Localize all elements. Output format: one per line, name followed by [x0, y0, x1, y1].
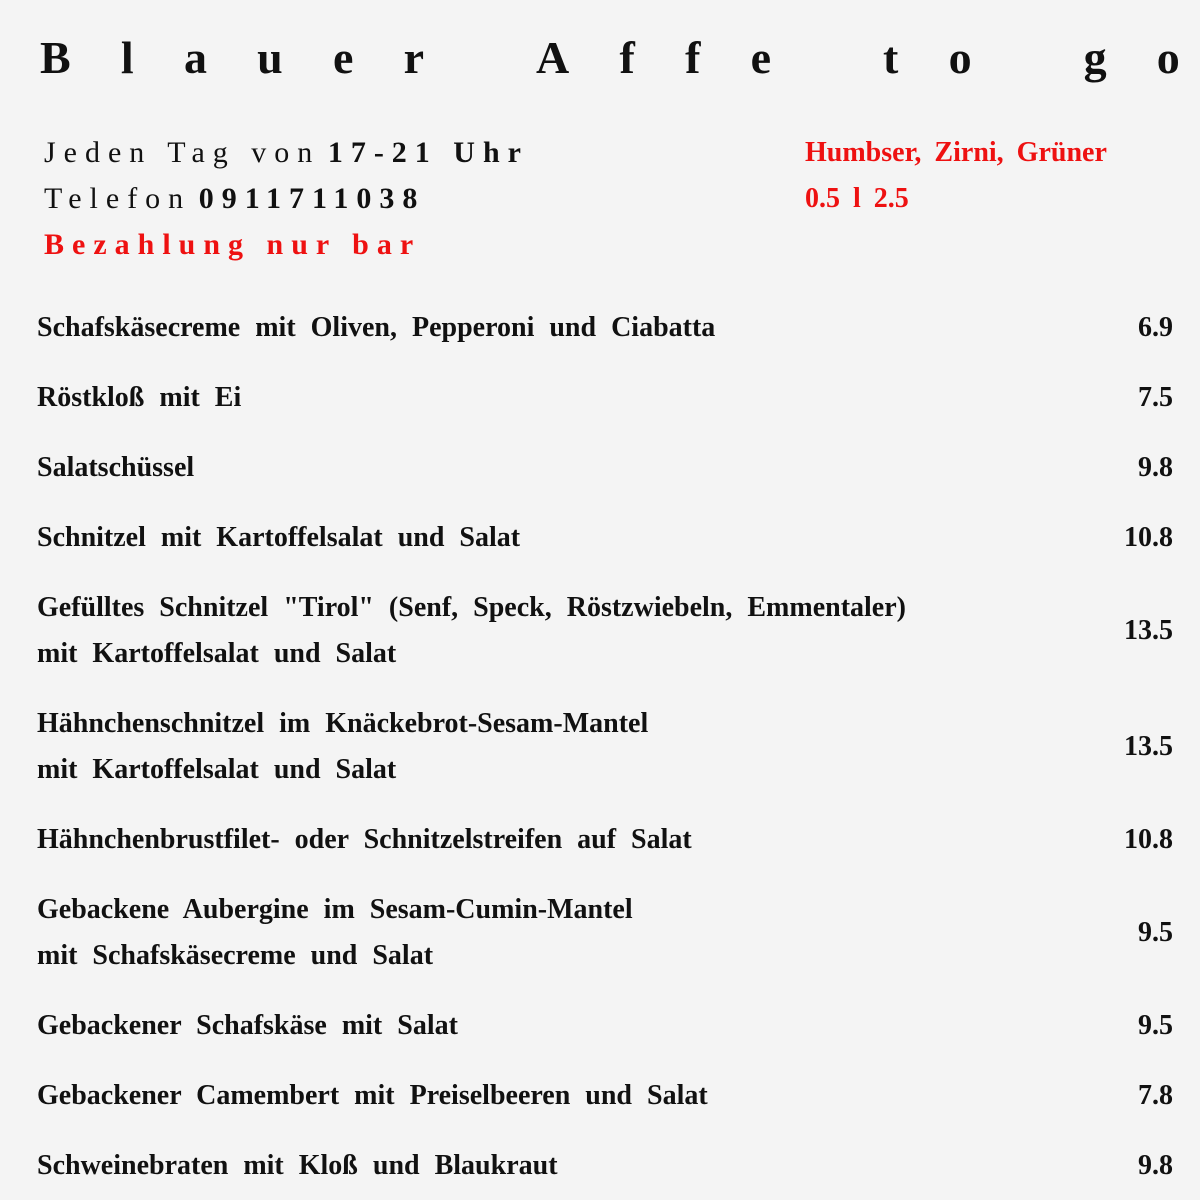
menu-item-price: 9.5 — [1138, 1010, 1173, 1041]
menu-item-name: Schafskäsecreme mit Oliven, Pepperoni und Ciabatta — [37, 312, 716, 343]
title-space — [474, 28, 486, 88]
opening-hours-label: Jeden Tag von — [44, 136, 321, 169]
menu-item-price: 9.8 — [1138, 452, 1173, 483]
phone-number[interactable]: 0911711038 — [198, 182, 426, 215]
title-char: f — [619, 32, 635, 83]
title-char: e — [750, 32, 772, 83]
opening-hours-value: 17-21 Uhr — [327, 136, 529, 169]
menu-item-price: 6.9 — [1138, 312, 1173, 343]
title-char: o — [1156, 32, 1180, 83]
title-space — [821, 28, 833, 88]
menu-item-name: Schweinebraten mit Kloß und Blaukraut — [37, 1150, 558, 1181]
menu-item — [37, 375, 1173, 421]
beer-info — [805, 130, 1107, 222]
menu-item — [37, 817, 1173, 863]
menu-item-name: Schnitzel mit Kartoffelsalat und Salat — [37, 522, 521, 553]
menu-item — [37, 887, 1173, 979]
title-char: A — [536, 32, 570, 83]
menu-item-price: 13.5 — [1124, 615, 1173, 646]
title-char: l — [120, 32, 134, 83]
opening-hours — [44, 130, 529, 176]
title-char: f — [685, 32, 701, 83]
menu-item-price: 13.5 — [1124, 731, 1173, 762]
title-char: u — [257, 32, 283, 83]
menu-list — [37, 305, 1173, 1189]
menu-item-price: 10.8 — [1124, 824, 1173, 855]
menu-item — [37, 701, 1173, 793]
title-char: o — [948, 32, 972, 83]
title-char: g — [1083, 32, 1107, 83]
title-space — [1022, 28, 1034, 88]
menu-item-name: Röstkloß mit Ei — [37, 382, 242, 413]
menu-item-price: 7.8 — [1138, 1080, 1173, 1111]
beer-price: 0.5 l 2.5 — [805, 183, 909, 214]
menu-item — [37, 1003, 1173, 1049]
menu-item-name: Hähnchenschnitzel im Knäckebrot-Sesam-Mantel mit Kartoffelsalat und Salat — [37, 708, 649, 785]
menu-item-name: Gebackener Schafskäse mit Salat — [37, 1010, 458, 1041]
title-char: B — [40, 32, 71, 83]
menu-item-price: 7.5 — [1138, 382, 1173, 413]
menu-item-price: 9.8 — [1138, 1150, 1173, 1181]
menu-item-name: Gebackener Camembert mit Preiselbeeren und Salat — [37, 1080, 708, 1111]
menu-item — [37, 445, 1173, 491]
title-char: e — [333, 32, 354, 83]
menu-item — [37, 1073, 1173, 1119]
title-char: t — [883, 32, 899, 83]
menu-item — [37, 1143, 1173, 1189]
payment-note: Bezahlung nur bar — [44, 228, 422, 261]
title-char: a — [183, 32, 207, 83]
payment — [44, 222, 529, 268]
menu-item-price: 9.5 — [1138, 917, 1173, 948]
menu-item — [37, 515, 1173, 561]
info-block — [44, 130, 529, 268]
menu-item-name: Gebackene Aubergine im Sesam-Cumin-Mantel mit Schafskäsecreme und Salat — [37, 894, 633, 971]
menu-item-name: Gefülltes Schnitzel "Tirol" (Senf, Speck, Röstzwiebeln, Emmentaler) mit Kartoffelsalat und Salat — [37, 592, 906, 669]
menu-item-name: Salatschüssel — [37, 452, 195, 483]
beer-names: Humbser, Zirni, Grüner — [805, 137, 1107, 168]
menu-item-name: Hähnchenbrustfilet- oder Schnitzelstreifen auf Salat — [37, 824, 692, 855]
phone-label: Telefon — [44, 182, 192, 215]
phone — [44, 176, 529, 222]
menu-item-price: 10.8 — [1124, 522, 1173, 553]
page-title — [40, 28, 1180, 88]
menu-item — [37, 585, 1173, 677]
menu-item — [37, 305, 1173, 351]
title-char: r — [403, 32, 425, 83]
